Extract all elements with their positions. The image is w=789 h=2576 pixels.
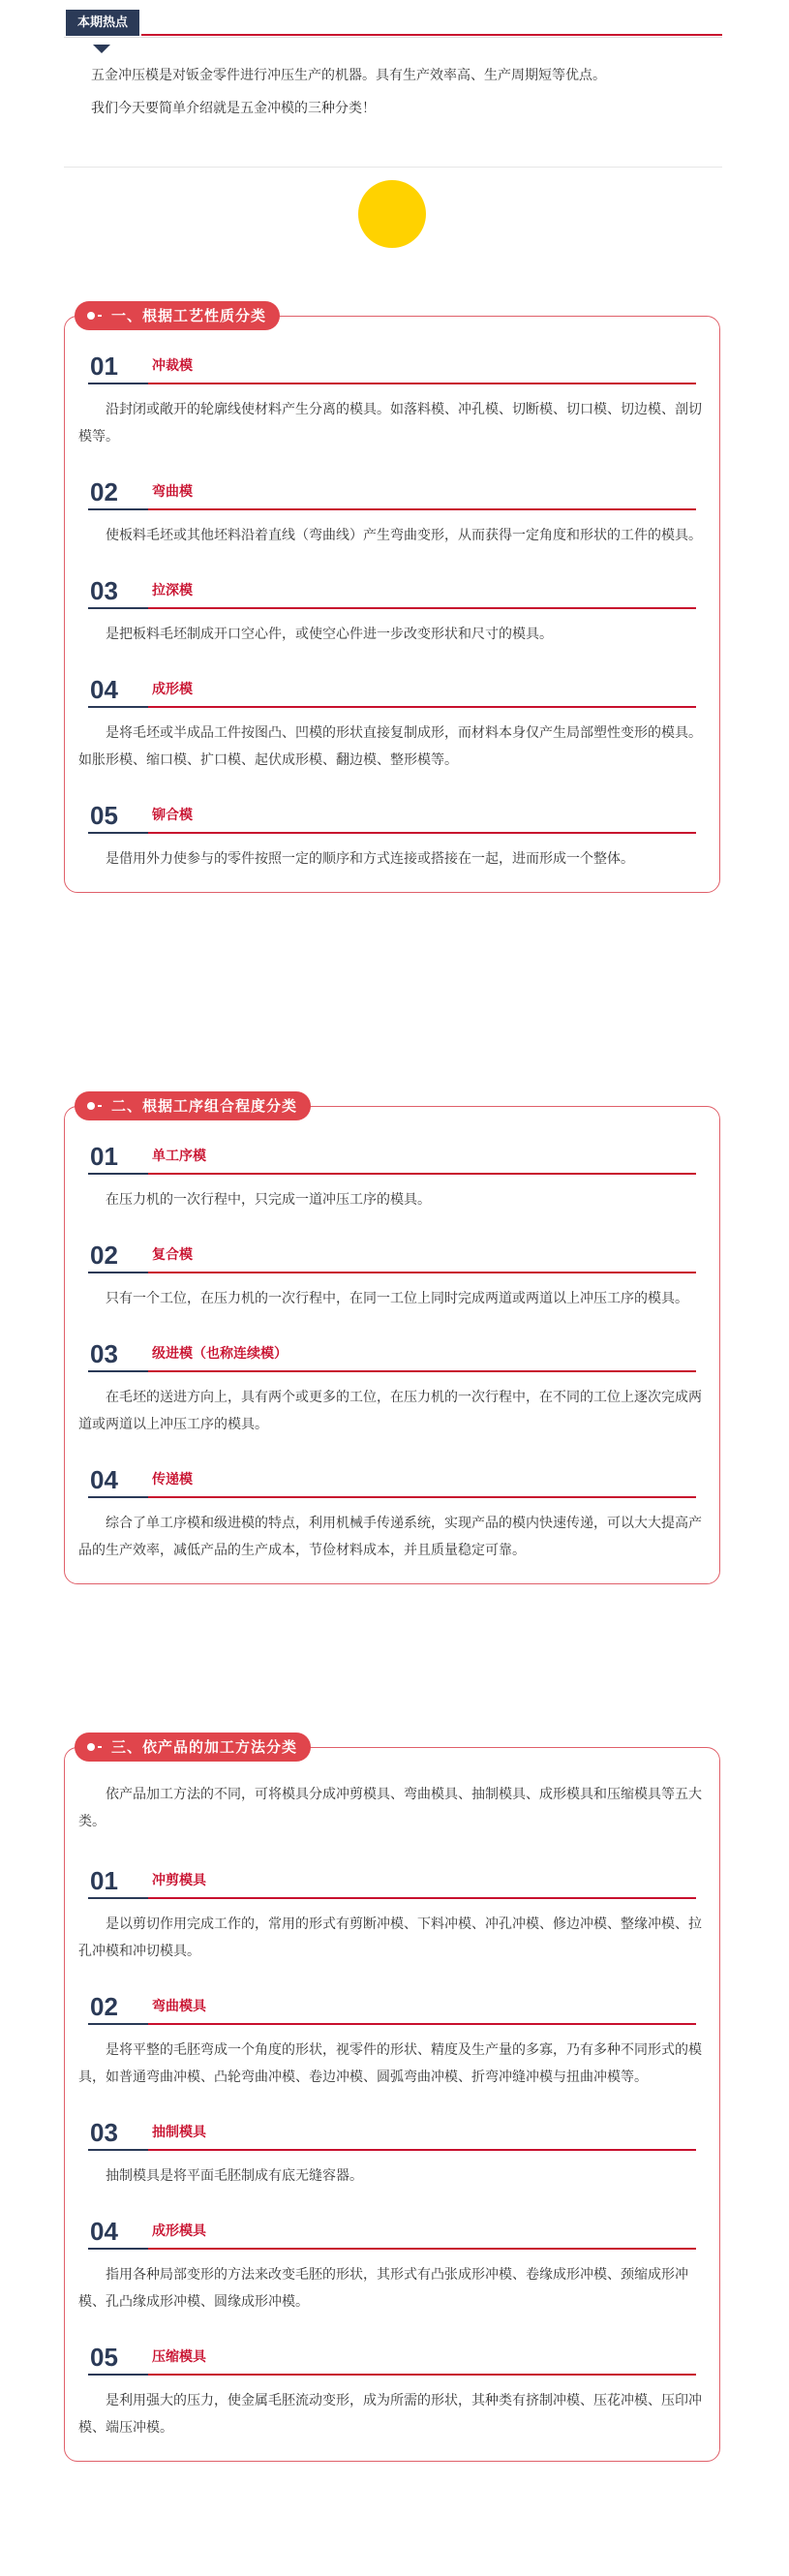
item-text: 是借用外力使参与的零件按照一定的顺序和方式连接或搭接在一起，进而形成一个整体。 — [106, 851, 634, 867]
section-title-text: 一、根据工艺性质分类 — [111, 307, 267, 324]
item-title: 弯曲模具 — [152, 1999, 206, 2014]
bullet-icon — [87, 1102, 95, 1110]
number-underline — [88, 1370, 148, 1372]
number-underline — [88, 607, 148, 609]
item-title: 成形模 — [152, 682, 193, 697]
number-underline — [88, 2248, 148, 2250]
section-lead-text: 依产品加工方法的不同，可将模具分成冲剪模具、弯曲模具、抽制模具、成形模具和压缩模具等五大类。 — [78, 1787, 702, 1829]
item-number: 04 — [90, 1465, 118, 1494]
item-title: 抽制模具 — [152, 2125, 206, 2140]
number-underline — [88, 832, 148, 834]
section-process-combination — [64, 1097, 720, 1584]
item-number: 01 — [90, 1142, 118, 1171]
item-text: 是将毛坯或半成品工件按图凸、凹模的形状直接复制成形，而材料本身仅产生局部塑性变形的模具。如胀形模、缩口模、扩口模、起伏成形模、翻边模、整形模等。 — [78, 725, 702, 768]
title-underline — [148, 2374, 696, 2376]
item-text: 是把板料毛坯制成开口空心件，或使空心件进一步改变形状和尺寸的模具。 — [106, 627, 553, 642]
section-title-text: 三、依产品的加工方法分类 — [111, 1738, 298, 1756]
intro-paragraph: 五金冲压模是对钣金零件进行冲压生产的机器。具有生产效率高、生产周期短等优点。 — [91, 68, 606, 83]
intro-paragraph: 我们今天要简单介绍就是五金冲模的三种分类！ — [91, 101, 376, 116]
number-underline — [88, 383, 148, 384]
yellow-circle-decoration — [358, 180, 426, 248]
item-text: 在压力机的一次行程中，只完成一道冲压工序的模具。 — [106, 1192, 431, 1208]
number-underline — [88, 1272, 148, 1273]
list-item — [76, 799, 708, 873]
list-item — [76, 1864, 708, 1965]
number-underline — [88, 1496, 148, 1498]
item-number: 05 — [90, 2343, 118, 2372]
title-underline — [148, 1370, 696, 1372]
title-underline — [148, 706, 696, 708]
intro-divider — [64, 167, 722, 168]
badge-pointer-icon — [93, 45, 110, 53]
item-title: 传递模 — [152, 1472, 193, 1487]
item-text: 综合了单工序模和级进模的特点，利用机械手传递系统，实现产品的模内快速传递，可以大大提高产品的生产效率，减低产品的生产成本，节俭材料成本，并且质量稳定可靠。 — [78, 1516, 702, 1558]
list-item — [76, 475, 708, 549]
item-title: 拉深模 — [152, 583, 193, 598]
list-item — [76, 350, 708, 450]
list-item — [76, 1990, 708, 2091]
title-underline — [148, 508, 696, 510]
list-item — [76, 1140, 708, 1213]
item-title: 压缩模具 — [152, 2349, 206, 2365]
list-item — [76, 2116, 708, 2190]
number-underline — [88, 2374, 148, 2376]
list-item — [76, 673, 708, 774]
item-title: 冲剪模具 — [152, 1873, 206, 1888]
item-text: 是将平整的毛胚弯成一个角度的形状，视零件的形状、精度及生产量的多寡，乃有多种不同形式的模具，如普通弯曲冲模、凸轮弯曲冲模、卷边冲模、圆弧弯曲冲模、折弯冲缝冲模与扭曲冲模等。 — [78, 2042, 702, 2085]
title-underline — [148, 607, 696, 609]
item-number: 04 — [90, 2217, 118, 2246]
hot-topic-header — [64, 10, 722, 54]
section-processing-method — [64, 1738, 720, 2462]
item-text: 沿封闭或敞开的轮廓线使材料产生分离的模具。如落料模、冲孔模、切断模、切口模、切边模、剖切模等。 — [78, 402, 702, 445]
number-underline — [88, 2023, 148, 2025]
item-title: 冲裁模 — [152, 358, 193, 374]
item-title: 单工序模 — [152, 1149, 206, 1164]
item-text: 在毛坯的送进方向上，具有两个或更多的工位，在压力机的一次行程中，在不同的工位上逐次完成两道或两道以上冲压工序的模具。 — [78, 1390, 702, 1432]
hot-topic-badge: 本期热点 — [66, 10, 139, 36]
title-underline — [148, 832, 696, 834]
section-title — [75, 301, 280, 330]
title-underline — [148, 2149, 696, 2151]
section-process-nature — [64, 307, 720, 893]
item-number: 02 — [90, 1241, 118, 1270]
number-underline — [88, 706, 148, 708]
item-text: 使板料毛坯或其他坯料沿着直线（弯曲线）产生弯曲变形，从而获得一定角度和形状的工件的模具。 — [106, 528, 702, 543]
header-gray-rule — [64, 37, 722, 38]
item-title: 弯曲模 — [152, 484, 193, 500]
item-title: 复合模 — [152, 1247, 193, 1263]
title-underline — [148, 1496, 696, 1498]
number-underline — [88, 508, 148, 510]
item-number: 02 — [90, 1992, 118, 2021]
title-underline — [148, 383, 696, 384]
number-underline — [88, 1897, 148, 1899]
number-underline — [88, 1173, 148, 1175]
item-text: 是以剪切作用完成工作的，常用的形式有剪断冲模、下料冲模、冲孔冲模、修边冲模、整缘冲模、拉孔冲模和冲切模具。 — [78, 1917, 702, 1959]
item-text: 抽制模具是将平面毛胚制成有底无缝容器。 — [106, 2168, 363, 2184]
title-underline — [148, 1272, 696, 1273]
title-underline — [148, 1173, 696, 1175]
title-underline — [148, 1897, 696, 1899]
section-title — [75, 1733, 311, 1762]
bullet-icon — [87, 1743, 95, 1751]
item-text: 指用各种局部变形的方法来改变毛胚的形状，其形式有凸张成形冲模、卷缘成形冲模、颈缩成形冲模、孔凸缘成形冲模、圆缘成形冲模。 — [78, 2267, 688, 2310]
item-number: 03 — [90, 576, 118, 605]
item-title: 铆合模 — [152, 808, 193, 823]
list-item — [76, 574, 708, 648]
list-item — [76, 1463, 708, 1564]
list-item — [76, 1337, 708, 1438]
item-number: 04 — [90, 675, 118, 704]
item-number: 01 — [90, 1866, 118, 1895]
item-number: 02 — [90, 477, 118, 506]
item-number: 01 — [90, 352, 118, 381]
item-text: 是利用强大的压力，使金属毛胚流动变形，成为所需的形状，其种类有挤制冲模、压花冲模、压印冲模、端压冲模。 — [78, 2393, 702, 2436]
item-number: 05 — [90, 801, 118, 830]
item-title: 成形模具 — [152, 2223, 206, 2239]
title-underline — [148, 2248, 696, 2250]
header-red-rule — [141, 34, 722, 36]
item-title: 级进模（也称连续模） — [152, 1346, 288, 1362]
section-title-text: 二、根据工序组合程度分类 — [111, 1097, 298, 1115]
item-number: 03 — [90, 2118, 118, 2147]
item-text: 只有一个工位，在压力机的一次行程中，在同一工位上同时完成两道或两道以上冲压工序的模具。 — [106, 1291, 688, 1306]
list-item — [76, 2341, 708, 2441]
number-underline — [88, 2149, 148, 2151]
intro — [64, 62, 722, 122]
section-title — [75, 1091, 311, 1120]
item-number: 03 — [90, 1339, 118, 1368]
bullet-icon — [87, 312, 95, 320]
list-item — [76, 1239, 708, 1312]
title-underline — [148, 2023, 696, 2025]
list-item — [76, 2215, 708, 2315]
